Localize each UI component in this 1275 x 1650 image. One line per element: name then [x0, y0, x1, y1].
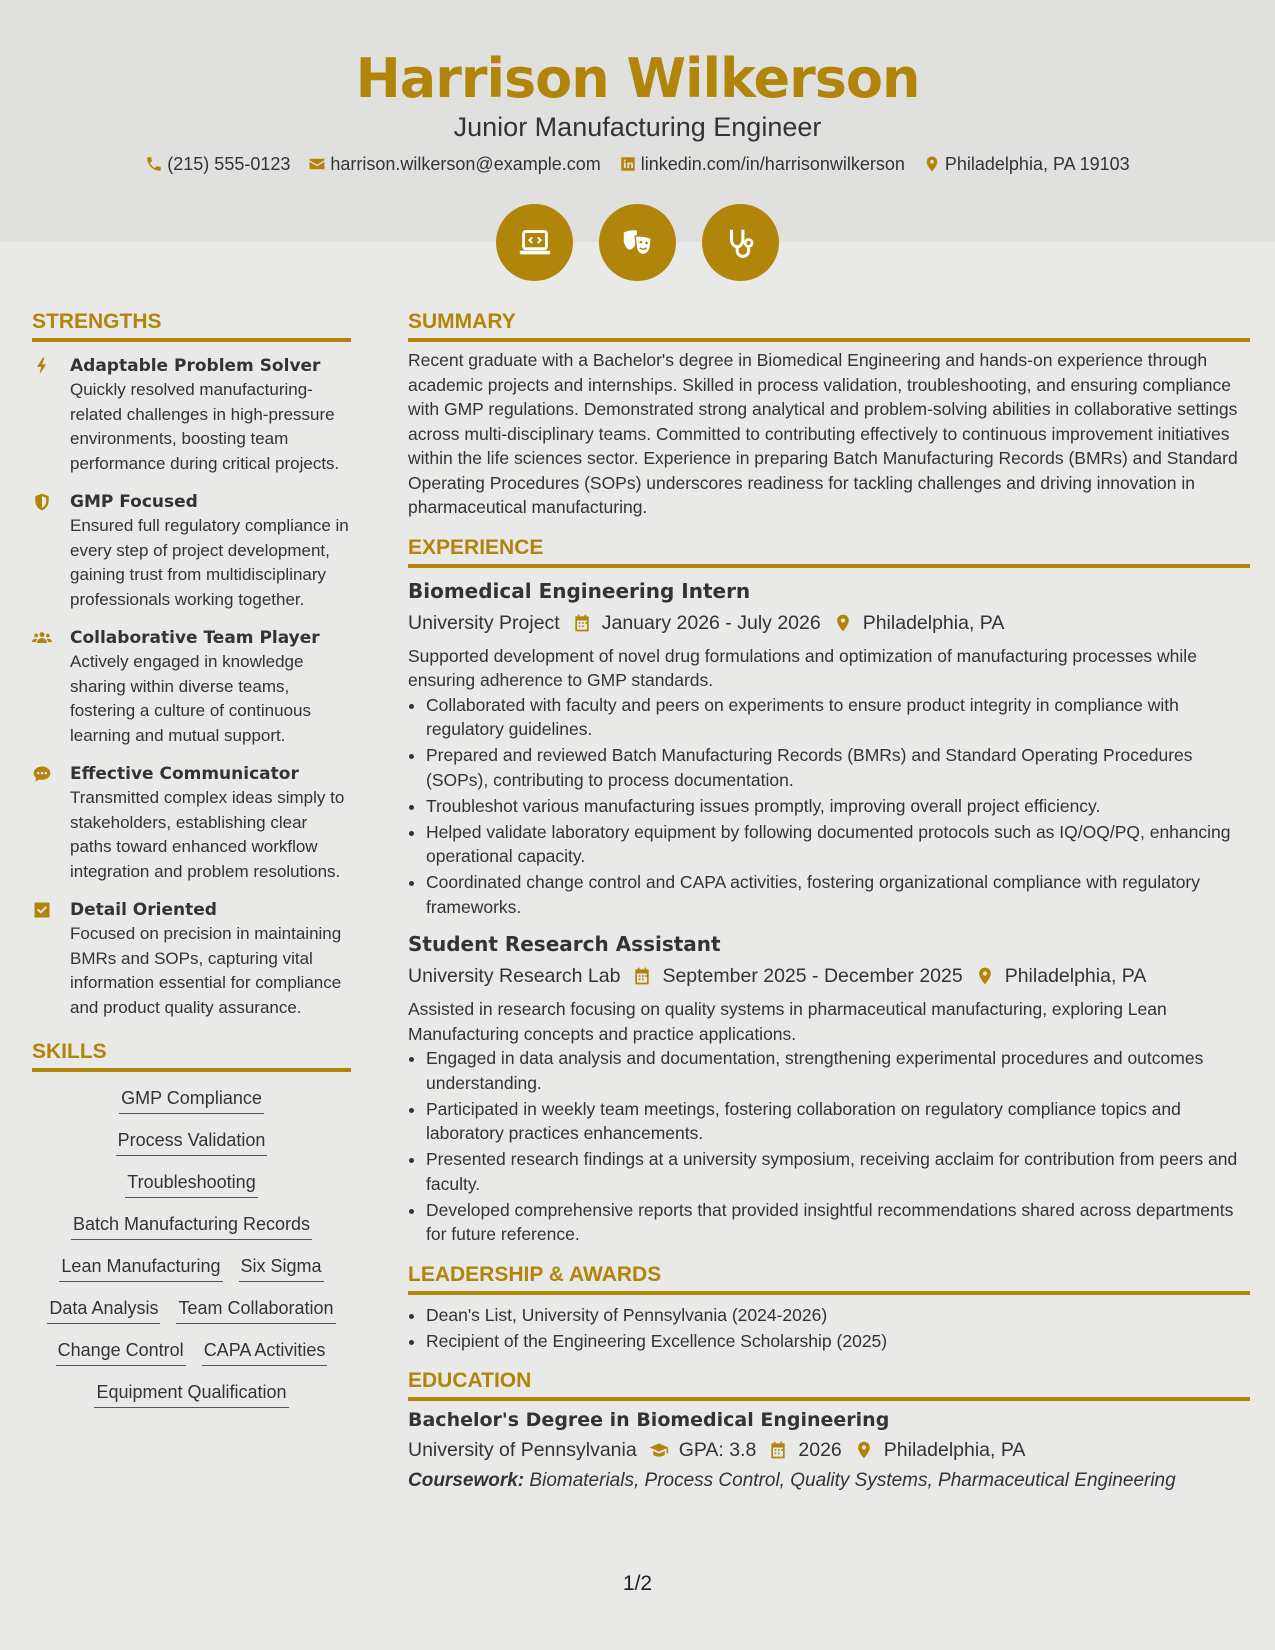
- gpa-text: GPA: 3.8: [678, 1439, 757, 1461]
- leadership-heading: LEADERSHIP & AWARDS: [408, 1261, 1250, 1295]
- coursework-text: Biomaterials, Process Control, Quality Systems, Pharmaceutical Engineering: [529, 1470, 1176, 1491]
- map-marker-icon: [923, 155, 941, 173]
- job-title: Student Research Assistant: [408, 932, 721, 956]
- summary-text: Recent graduate with a Bachelor's degree in Biomedical Engineering and hands-on experience through academic projects and internships. Skilled in process validation, troubleshooting, and ensuring compliance with GMP regulations. Demonstrated strong analytical and problem-solving abilities in collaborative settings across multi-disciplinary teams. Committed to contributing effectively to continuous improvement initiatives within the life sciences sector. Experience in preparing Batch Manufacturing Records (BMRs) and Standard Operating Procedures (SOPs) underscores readiness for tackling challenges and driving innovation in pharmaceutical manufacturing.: [408, 350, 1238, 517]
- stethoscope-badge: [702, 204, 779, 281]
- skill-tag: CAPA Activities: [202, 1338, 328, 1366]
- email-text[interactable]: harrison.wilkerson@example.com: [330, 154, 601, 174]
- theater-masks-badge: [599, 204, 676, 281]
- calendar-icon: [768, 1440, 788, 1460]
- shield-icon: [32, 492, 52, 512]
- job-desc: Assisted in research focusing on quality systems in pharmaceutical manufacturing, exploring Lean Manufacturing concepts and practice applications.: [408, 999, 1167, 1044]
- job-entry: [408, 929, 1250, 1247]
- school-location: Philadelphia, PA: [883, 1439, 1026, 1461]
- summary-heading: SUMMARY: [408, 308, 1250, 342]
- contact-location: [923, 152, 1130, 176]
- stethoscope-icon: [722, 224, 760, 262]
- strength-title: Collaborative Team Player: [70, 628, 320, 648]
- graduation-cap-icon: [649, 1440, 669, 1460]
- coursework: [408, 1467, 1250, 1495]
- left-column: [32, 308, 351, 1408]
- location-text: Philadelphia, PA 19103: [944, 154, 1130, 174]
- strengths-list: [32, 354, 351, 1020]
- job-bullet: • Helped validate laboratory equipment by following documented protocols such as IQ/OQ/PQ, enhancing operational capacity.: [426, 820, 1250, 869]
- phone-icon: [145, 155, 163, 173]
- contact-linkedin[interactable]: [619, 152, 905, 176]
- skill-tag: GMP Compliance: [119, 1086, 264, 1114]
- job-desc: Supported development of novel drug formulations and optimization of manufacturing processes while ensuring adherence to GMP standards.: [408, 645, 1197, 690]
- award-item: • Dean's List, University of Pennsylvania (2024-2026): [426, 1303, 1250, 1328]
- leadership-list: [408, 1303, 1250, 1354]
- job-bullet: • Engaged in data analysis and documentation, strengthening experimental procedures and outcomes understanding.: [426, 1046, 1250, 1095]
- strength-desc: Ensured full regulatory compliance in every step of project development, gaining trust from multidisciplinary professionals working together.: [70, 516, 349, 609]
- strength-item: [32, 626, 351, 748]
- degree-title: Bachelor's Degree in Biomedical Engineering: [408, 1409, 890, 1431]
- linkedin-icon: [619, 155, 637, 173]
- strength-desc: Actively engaged in knowledge sharing within diverse teams, fostering a culture of continuous learning and mutual support.: [70, 652, 311, 745]
- strength-title: Effective Communicator: [70, 764, 299, 784]
- skills-heading: SKILLS: [32, 1038, 351, 1072]
- education-meta: [408, 1435, 1250, 1465]
- skill-tag: Data Analysis: [47, 1296, 160, 1324]
- contact-bar: [0, 152, 1275, 176]
- strength-item: [32, 490, 351, 612]
- check-square-icon: [32, 900, 52, 920]
- job-bullet: • Collaborated with faculty and peers on experiments to ensure product integrity in compliance with regulatory guidelines.: [426, 693, 1250, 742]
- contact-phone: [145, 152, 290, 176]
- map-marker-icon: [975, 966, 995, 986]
- skill-tag: Process Validation: [116, 1128, 268, 1156]
- calendar-icon: [572, 613, 592, 633]
- skill-tag: Six Sigma: [239, 1254, 324, 1282]
- coursework-label: Coursework:: [408, 1470, 525, 1491]
- strength-item: [32, 354, 351, 476]
- job-bullet: • Coordinated change control and CAPA activities, fostering organizational compliance with regulatory frameworks.: [426, 870, 1250, 919]
- candidate-title: Junior Manufacturing Engineer: [453, 112, 822, 142]
- job-bullets: [408, 1046, 1250, 1247]
- experience-heading: EXPERIENCE: [408, 534, 1250, 568]
- laptop-code-badge: [496, 204, 573, 281]
- skill-tag: Equipment Qualification: [94, 1380, 288, 1408]
- skills-list: [32, 1086, 351, 1408]
- skill-tag: Change Control: [56, 1338, 186, 1366]
- job-bullets: [408, 693, 1250, 920]
- skill-tag: Batch Manufacturing Records: [71, 1212, 312, 1240]
- strength-desc: Focused on precision in maintaining BMRs and SOPs, capturing vital information essential for compliance and product quality assurance.: [70, 924, 342, 1017]
- award-item: • Recipient of the Engineering Excellence Scholarship (2025): [426, 1329, 1250, 1354]
- job-dates: January 2026 - July 2026: [601, 611, 821, 634]
- skill-tag: Team Collaboration: [176, 1296, 335, 1324]
- education-heading: EDUCATION: [408, 1367, 1250, 1401]
- right-column: [408, 308, 1250, 1495]
- job-bullet: • Participated in weekly team meetings, fostering collaboration on regulatory compliance topics and laboratory practices enhancements.: [426, 1097, 1250, 1146]
- job-bullet: • Presented research findings at a university symposium, receiving acclaim for contribution from peers and faculty.: [426, 1147, 1250, 1196]
- job-dates: September 2025 - December 2025: [662, 965, 963, 987]
- strength-item: [32, 898, 351, 1020]
- skill-tag: Troubleshooting: [125, 1170, 257, 1198]
- candidate-name: Harrison Wilkerson: [355, 47, 920, 110]
- laptop-code-icon: [516, 224, 554, 262]
- envelope-icon: [308, 155, 326, 173]
- strength-title: Adaptable Problem Solver: [70, 356, 321, 376]
- school-name: University of Pennsylvania: [408, 1439, 637, 1461]
- job-location: Philadelphia, PA: [1004, 965, 1147, 987]
- strengths-heading: STRENGTHS: [32, 308, 351, 342]
- phone-text: (215) 555-0123: [167, 154, 291, 174]
- job-location: Philadelphia, PA: [862, 611, 1005, 634]
- strength-desc: Quickly resolved manufacturing-related challenges in high-pressure environments, boosting team performance during critical projects.: [70, 380, 340, 473]
- bolt-icon: [32, 356, 52, 376]
- page-number: 1/2: [622, 1572, 653, 1595]
- contact-email[interactable]: [308, 152, 600, 176]
- theater-masks-icon: [619, 224, 657, 262]
- map-marker-icon: [833, 613, 853, 633]
- job-bullet: • Troubleshot various manufacturing issues promptly, improving overall project efficiency.: [426, 794, 1250, 819]
- job-org: University Project: [408, 611, 560, 634]
- education-entry: [408, 1407, 1250, 1495]
- interest-icons: [0, 204, 1275, 281]
- linkedin-text[interactable]: linkedin.com/in/harrisonwilkerson: [640, 154, 905, 174]
- strength-title: GMP Focused: [70, 492, 198, 512]
- job-org: University Research Lab: [408, 965, 621, 987]
- job-bullet: • Prepared and reviewed Batch Manufacturing Records (BMRs) and Standard Operating Procedures (SOPs), contributing to process documentation.: [426, 743, 1250, 792]
- comment-dots-icon: [32, 764, 52, 784]
- job-meta: [408, 961, 1250, 991]
- job-title: Biomedical Engineering Intern: [408, 578, 751, 603]
- job-meta: [408, 608, 1250, 638]
- job-bullet: • Developed comprehensive reports that provided insightful recommendations shared across departments for future reference.: [426, 1198, 1250, 1247]
- strength-title: Detail Oriented: [70, 900, 217, 920]
- skill-tag: Lean Manufacturing: [59, 1254, 222, 1282]
- users-icon: [32, 628, 52, 648]
- map-marker-icon: [854, 1440, 874, 1460]
- grad-year: 2026: [798, 1439, 842, 1461]
- strength-item: [32, 762, 351, 884]
- calendar-icon: [632, 966, 652, 986]
- job-entry: [408, 576, 1250, 920]
- strength-desc: Transmitted complex ideas simply to stakeholders, establishing clear paths toward enhanced workflow integration and problem resolutions.: [70, 788, 345, 881]
